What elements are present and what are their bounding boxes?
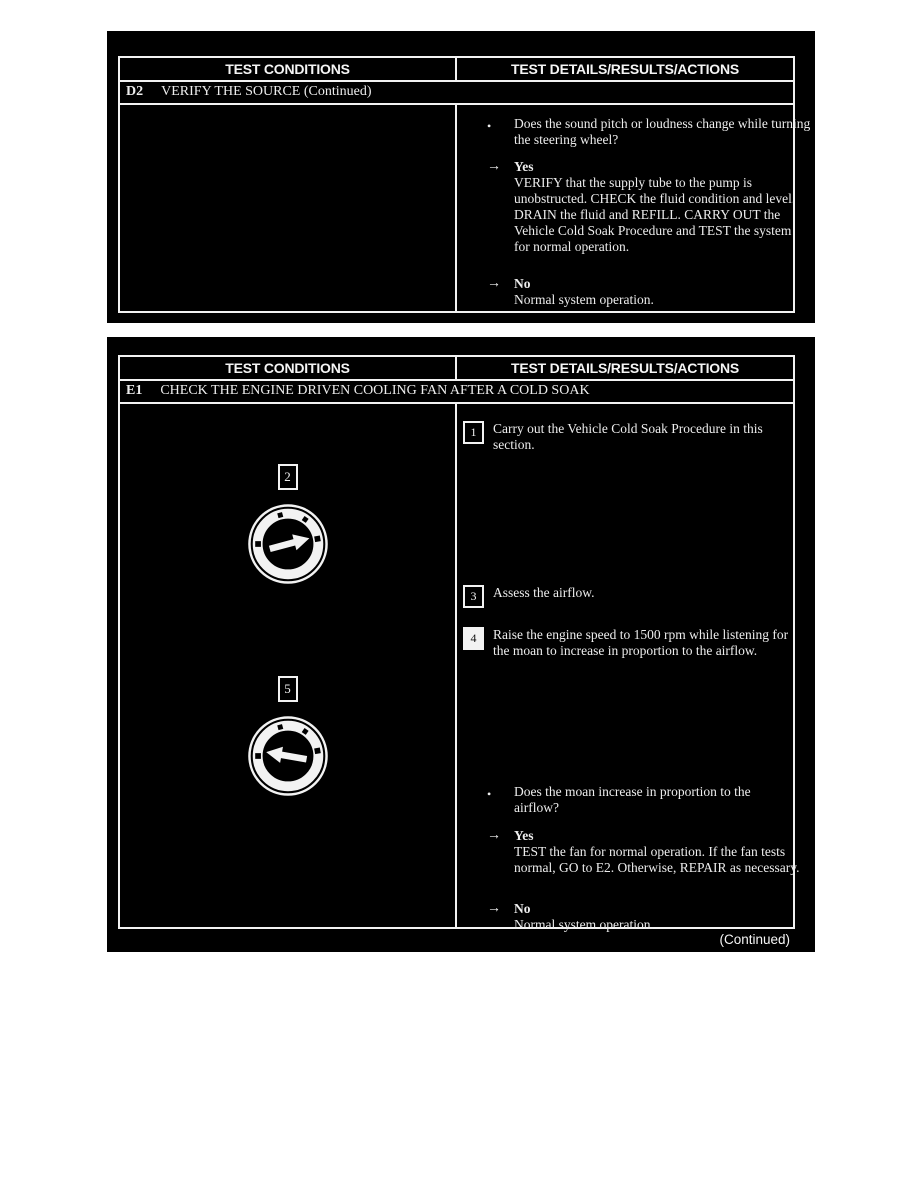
bullet-icon: • [487, 119, 492, 133]
test-step-title: CHECK THE ENGINE DRIVEN COOLING FAN AFTER A COLD SOAK [160, 383, 590, 398]
step-text: Assess the airflow. [493, 585, 595, 600]
question-text: Does the moan increase in proportion to the airflow? [514, 784, 751, 815]
table-header-row [120, 58, 793, 82]
numbered-step [457, 627, 793, 659]
pinpoint-test-e1-table [118, 355, 800, 932]
column-header-test-conditions: TEST CONDITIONS [120, 357, 457, 379]
test-details-cell [457, 105, 811, 311]
yes-label: Yes [514, 159, 534, 174]
step-text: Carry out the Vehicle Cold Soak Procedure in this section. [493, 421, 763, 452]
numbered-step [457, 585, 793, 601]
pinpoint-test-e1-panel [107, 337, 815, 952]
no-result-block [457, 901, 793, 933]
column-header-test-details: TEST DETAILS/RESULTS/ACTIONS [511, 61, 739, 77]
arrow-icon: → [487, 159, 501, 174]
question-block [457, 784, 793, 816]
table-body-row [120, 105, 811, 311]
test-step-heading-row [120, 82, 793, 105]
yes-action-text: TEST the fan for normal operation. If the fan tests normal, GO to E2. Otherwise, REPAIR as necessary. [514, 844, 800, 875]
no-label: No [514, 276, 531, 291]
yes-result-block [457, 828, 800, 876]
step-number-box: 4 [463, 627, 484, 650]
question-block [457, 116, 811, 148]
numbered-step [457, 421, 793, 453]
no-label: No [514, 901, 531, 916]
table-body-row [120, 404, 800, 932]
test-conditions-cell [120, 404, 457, 927]
figure-step-number: 2 [278, 464, 298, 490]
test-details-cell [457, 404, 800, 932]
ignition-off-figure [120, 676, 455, 797]
yes-action-text: VERIFY that the supply tube to the pump is unobstructed. CHECK the fluid condition and level. DRAIN the fluid and REFILL. CARRY OUT the Vehicle Cold Soak Procedure and TEST the system for normal operation. [514, 175, 796, 254]
table-header-row [120, 357, 793, 381]
no-result-block [457, 276, 793, 308]
yes-result-block [457, 159, 796, 255]
pinpoint-test-d2-panel [107, 31, 815, 323]
step-number-box: 3 [463, 585, 484, 608]
no-action-text: Normal system operation. [514, 292, 654, 307]
ignition-switch-dial-off-position-icon [247, 715, 329, 797]
step-text: Raise the engine speed to 1500 rpm while listening for the moan to increase in proportion to the airflow. [493, 627, 789, 658]
test-step-code: D2 [126, 84, 144, 99]
figure-step-number: 5 [278, 676, 298, 702]
column-header-test-details: TEST DETAILS/RESULTS/ACTIONS [511, 360, 739, 376]
yes-label: Yes [514, 828, 534, 843]
test-step-heading-row [120, 381, 793, 404]
ignition-run-figure [120, 464, 455, 585]
question-text: Does the sound pitch or loudness change while turning the steering wheel? [514, 116, 811, 147]
column-header-test-conditions: TEST CONDITIONS [120, 58, 457, 80]
step-number-box: 1 [463, 421, 484, 444]
pinpoint-test-d2-table [118, 56, 811, 313]
arrow-icon: → [487, 901, 501, 916]
bullet-icon: • [487, 787, 492, 801]
ignition-switch-dial-run-position-icon [247, 503, 329, 585]
test-conditions-cell [120, 105, 457, 311]
test-step-title: VERIFY THE SOURCE (Continued) [161, 84, 372, 99]
test-step-code: E1 [126, 383, 143, 398]
continued-note: (Continued) [719, 932, 790, 947]
arrow-icon: → [487, 276, 501, 291]
no-action-text: Normal system operation. [514, 917, 654, 932]
arrow-icon: → [487, 828, 501, 843]
